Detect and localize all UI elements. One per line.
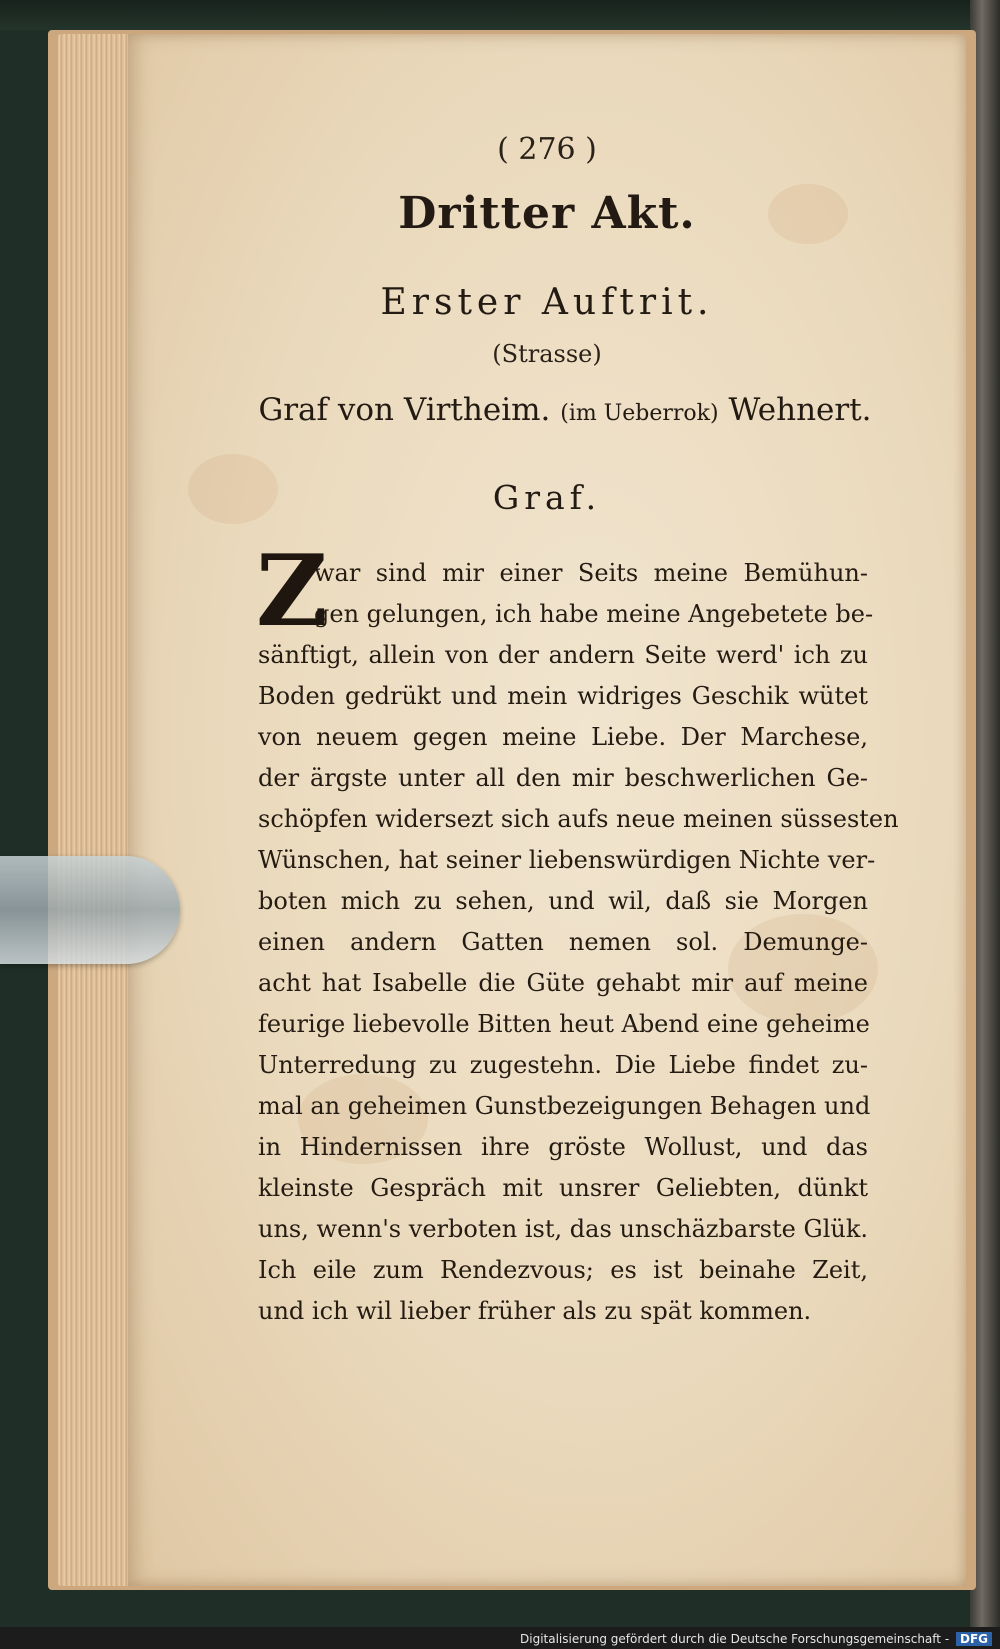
credit-text: Digitalisierung gefördert durch die Deutsche Forschungsgemeinschaft -: [520, 1632, 950, 1646]
text-line: mal an geheimen Gunstbezeigungen Behagen und: [258, 1092, 871, 1120]
text-line: feurige liebevolle Bitten heut Abend eine geheime: [258, 1010, 870, 1038]
text-line: uns, wenn's verboten ist, das unschäzbarste Glük.: [258, 1215, 868, 1243]
drop-cap: Z: [256, 534, 328, 649]
footer-bar: [0, 1627, 1000, 1649]
scan-background-top: [0, 0, 1000, 30]
act-title: Dritter Akt.: [398, 188, 696, 239]
text-line: Ich eile zum Rendezvous; es ist beinahe Zeit,: [258, 1256, 868, 1284]
text-line: sänftigt, allein von der andern Seite werd' ich zu: [258, 641, 868, 669]
text-line: war sind mir einer Seits meine Bemühun-: [314, 559, 868, 587]
scene-title: Erster Auftrit.: [380, 282, 714, 323]
text-line: und ich wil lieber früher als zu spät kommen.: [258, 1297, 812, 1325]
text-line: Wünschen, hat seiner liebenswürdigen Nichte ver-: [258, 846, 876, 874]
speaker-name: Graf.: [492, 478, 602, 517]
scene-place: (Strasse): [492, 340, 602, 368]
funding-credit: [520, 1632, 992, 1646]
character-list: [250, 392, 880, 428]
page-holder-tab: [0, 856, 180, 964]
text-line: der ärgste unter all den mir beschwerlichen Ge-: [258, 764, 868, 792]
text-line: kleinste Gespräch mit unsrer Geliebten, dünkt: [258, 1174, 868, 1202]
text-line: einen andern Gatten nemen sol. Demunge-: [258, 928, 868, 956]
text-line: in Hindernissen ihre gröste Wollust, und das: [258, 1133, 868, 1161]
page-number: ( 276 ): [497, 132, 597, 167]
costume-note: (im Ueberrok): [560, 401, 719, 426]
text-line: acht hat Isabelle die Güte gehabt mir auf meine: [258, 969, 868, 997]
text-line: boten mich zu sehen, und wil, daß sie Morgen: [258, 887, 868, 915]
dfg-logo: DFG: [956, 1632, 992, 1646]
character-graf: Graf von Virtheim.: [258, 392, 551, 428]
text-line: schöpfen widersezt sich aufs neue meinen süssesten: [258, 805, 899, 833]
text-line: von neuem gegen meine Liebe. Der Marchese,: [258, 723, 868, 751]
monologue-text: [256, 534, 899, 1332]
character-wehnert: Wehnert.: [728, 392, 872, 428]
text-line: Boden gedrükt und mein widriges Geschik wütet: [258, 682, 868, 710]
text-line: Unterredung zu zugestehn. Die Liebe findet zu-: [258, 1051, 868, 1079]
text-line: gen gelungen, ich habe meine Angebetete be-: [314, 600, 874, 628]
